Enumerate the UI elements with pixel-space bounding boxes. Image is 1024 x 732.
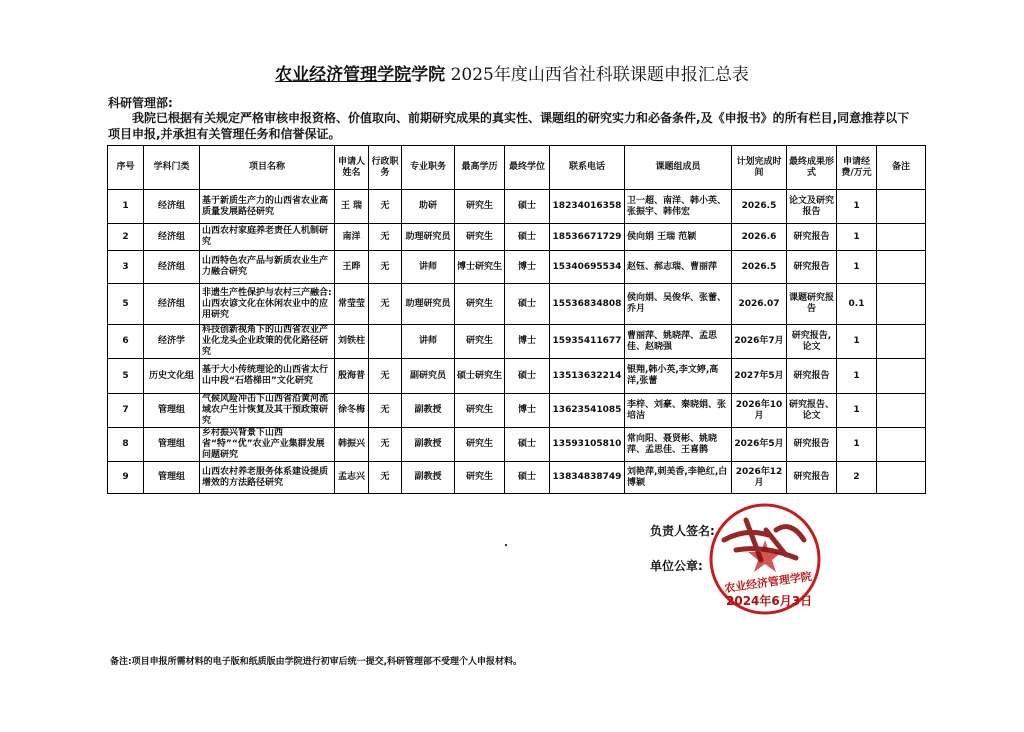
table-cell: 无 bbox=[369, 190, 402, 224]
table-cell: 经济组 bbox=[144, 284, 200, 325]
table-cell: 15340695534 bbox=[550, 251, 625, 284]
table-cell: 2026年10月 bbox=[732, 394, 787, 428]
table-row bbox=[108, 284, 926, 325]
table-cell bbox=[877, 190, 926, 224]
seal-text: 农业经济管理学院 bbox=[723, 569, 813, 596]
table-cell: 卫一超、南洋、韩小英、张振宇、韩伟宏 bbox=[625, 190, 732, 224]
table-cell: 博士 bbox=[505, 251, 550, 284]
table-cell: 赵钰、郝志瑞、曹丽萍 bbox=[625, 251, 732, 284]
column-header: 备注 bbox=[877, 146, 926, 190]
table-cell: 李梓、刘豪、秦晓娟、张培洁 bbox=[625, 394, 732, 428]
table-cell: 15935411677 bbox=[550, 325, 625, 359]
column-header: 项目名称 bbox=[200, 146, 335, 190]
column-header: 最终成果形式 bbox=[787, 146, 837, 190]
table-row bbox=[108, 190, 926, 224]
column-header: 专业职务 bbox=[402, 146, 455, 190]
table-cell bbox=[877, 284, 926, 325]
table-cell: 乡村振兴背景下山西省“特”“优”农业产业集群发展问题研究 bbox=[200, 428, 335, 462]
table-cell: 侯向娟 王瑞 范颖 bbox=[625, 224, 732, 251]
table-cell: 2026.07 bbox=[732, 284, 787, 325]
table-cell: 无 bbox=[369, 224, 402, 251]
table-cell: 助理研究员 bbox=[402, 284, 455, 325]
table-cell: 研究生 bbox=[455, 325, 505, 359]
column-header: 课题组成员 bbox=[625, 146, 732, 190]
table-cell: 刘艳萍,刺美香,李艳红,白博颖 bbox=[625, 462, 732, 494]
unit-seal-label: 单位公章: bbox=[650, 559, 703, 573]
table-cell: 1 bbox=[837, 325, 877, 359]
table-row bbox=[108, 224, 926, 251]
table-cell: 研究生 bbox=[455, 190, 505, 224]
table-cell: 经济组 bbox=[144, 251, 200, 284]
table-cell: 基于新质生产力的山西省农业高质量发展路径研究 bbox=[200, 190, 335, 224]
table-cell: 山西特色农产品与新质农业生产力融合研究 bbox=[200, 251, 335, 284]
table-cell: 研究生 bbox=[455, 462, 505, 494]
table-cell bbox=[877, 359, 926, 394]
table-cell bbox=[877, 325, 926, 359]
table-cell: 经济学 bbox=[144, 325, 200, 359]
table-cell: 管理组 bbox=[144, 394, 200, 428]
table-cell: 2026.5 bbox=[732, 251, 787, 284]
column-header: 计划完成时间 bbox=[732, 146, 787, 190]
table-cell: 气候风险冲击下山西省沿黄河流域农户生计恢复及其干预政策研究 bbox=[200, 394, 335, 428]
table-cell: 2026年12月 bbox=[732, 462, 787, 494]
column-header: 最高学历 bbox=[455, 146, 505, 190]
table-cell: 3 bbox=[108, 251, 144, 284]
table-row bbox=[108, 251, 926, 284]
table-row bbox=[108, 359, 926, 394]
table-cell bbox=[369, 325, 402, 359]
table-cell: 管理组 bbox=[144, 428, 200, 462]
table-cell bbox=[877, 224, 926, 251]
table-cell: 硕士研究生 bbox=[455, 359, 505, 394]
table-row bbox=[108, 394, 926, 428]
table-cell: 6 bbox=[108, 325, 144, 359]
table-cell: 无 bbox=[369, 359, 402, 394]
table-cell: 曹丽萍、姚晓萍、孟思佳、赵晓强 bbox=[625, 325, 732, 359]
table-cell: 助理研究员 bbox=[402, 224, 455, 251]
table-cell: 1 bbox=[837, 394, 877, 428]
table-cell: 研究报告、论文 bbox=[787, 394, 837, 428]
column-header: 学科门类 bbox=[144, 146, 200, 190]
table-cell: 副教授 bbox=[402, 394, 455, 428]
table-cell: 博士 bbox=[505, 394, 550, 428]
table-cell: 经济组 bbox=[144, 190, 200, 224]
table-cell: 研究生 bbox=[455, 284, 505, 325]
footnote: 备注:项目申报所需材料的电子版和纸质版由学院进行初审后统一提交,科研管理部不受理个人申报材料。 bbox=[110, 657, 523, 667]
table-cell bbox=[877, 462, 926, 494]
table-cell bbox=[877, 394, 926, 428]
table-cell: 侯向娟、吴俊华、张蕾、乔月 bbox=[625, 284, 732, 325]
table-cell bbox=[877, 428, 926, 462]
table-cell: 研究生 bbox=[455, 224, 505, 251]
table-cell: 18234016358 bbox=[550, 190, 625, 224]
table-cell: 孟志兴 bbox=[335, 462, 369, 494]
table-cell: 5 bbox=[108, 359, 144, 394]
table-cell: 无 bbox=[369, 428, 402, 462]
table-cell: 殷海普 bbox=[335, 359, 369, 394]
table-cell: 1 bbox=[837, 190, 877, 224]
table-cell: 2026.6 bbox=[732, 224, 787, 251]
table-cell: 研究报告 bbox=[787, 224, 837, 251]
table-cell: 非遗生产性保护与农村三产融合:山西农谚文化在休闲农业中的应用研究 bbox=[200, 284, 335, 325]
institute-name-fill: 农业经济管理学院 bbox=[275, 65, 412, 85]
table-cell: 2027年5月 bbox=[732, 359, 787, 394]
table-cell: 研究生 bbox=[455, 394, 505, 428]
table-cell: 无 bbox=[369, 251, 402, 284]
table-header-row bbox=[108, 146, 926, 190]
table-cell: 硕士 bbox=[505, 462, 550, 494]
table-cell: 1 bbox=[837, 359, 877, 394]
table-cell: 18536671729 bbox=[550, 224, 625, 251]
table-cell: 5 bbox=[108, 284, 144, 325]
table-cell: 副教授 bbox=[402, 462, 455, 494]
table-cell: 山西农村家庭养老责任人机制研究 bbox=[200, 224, 335, 251]
table-row bbox=[108, 428, 926, 462]
table-cell: 研究报告 bbox=[787, 462, 837, 494]
table-cell: 博士研究生 bbox=[455, 251, 505, 284]
table-cell: 1 bbox=[837, 428, 877, 462]
table-cell: 0.1 bbox=[837, 284, 877, 325]
table-cell: 9 bbox=[108, 462, 144, 494]
table-cell: 1 bbox=[837, 224, 877, 251]
table-cell: 经济组 bbox=[144, 224, 200, 251]
table-cell: 南洋 bbox=[335, 224, 369, 251]
table-cell: 无 bbox=[369, 462, 402, 494]
seal-date: 2024年6月3日 bbox=[726, 594, 813, 608]
table-cell: 2026.5 bbox=[732, 190, 787, 224]
table-cell: 13623541085 bbox=[550, 394, 625, 428]
column-header: 申请人姓名 bbox=[335, 146, 369, 190]
table-cell: 2 bbox=[108, 224, 144, 251]
institute-unit: 学院 bbox=[411, 65, 446, 85]
table-cell: 徐冬梅 bbox=[335, 394, 369, 428]
table-row bbox=[108, 462, 926, 494]
table-cell: 课题研究报告 bbox=[787, 284, 837, 325]
table-cell: 1 bbox=[108, 190, 144, 224]
document-title bbox=[0, 60, 1024, 85]
table-cell: 硕士 bbox=[505, 224, 550, 251]
table-cell: 讲师 bbox=[402, 325, 455, 359]
table-cell: 基于大小传统理论的山西省太行山中段“石塔梯田”文化研究 bbox=[200, 359, 335, 394]
projects-table bbox=[107, 145, 926, 494]
column-header: 行政职务 bbox=[369, 146, 402, 190]
table-cell: 硕士 bbox=[505, 359, 550, 394]
table-cell: 论文及研究报告 bbox=[787, 190, 837, 224]
table-cell: 科技创新视角下的山西省农业产业化龙头企业政策的优化路径研究 bbox=[200, 325, 335, 359]
table-cell: 管理组 bbox=[144, 462, 200, 494]
table-cell: 无 bbox=[369, 394, 402, 428]
column-header: 申请经费/万元 bbox=[837, 146, 877, 190]
table-cell: 硕士 bbox=[505, 284, 550, 325]
table-cell: 7 bbox=[108, 394, 144, 428]
table-cell: 研究报告 bbox=[787, 428, 837, 462]
table-cell: 副教授 bbox=[402, 428, 455, 462]
table-body bbox=[108, 190, 926, 494]
intro-paragraph: 我院已根据有关规定严格审核申报资格、价值取向、前期研究成果的真实性、课题组的研究实力和必备条件,及《申报书》的所有栏目,同意推荐以下项目申报,并承担有关管理任务和信誉保证。 bbox=[108, 111, 910, 141]
table-cell: 1 bbox=[837, 251, 877, 284]
table-cell: 研究报告 bbox=[787, 359, 837, 394]
table-cell: 博士 bbox=[505, 325, 550, 359]
title-text: 2025年度山西省社科联课题申报汇总表 bbox=[450, 65, 749, 85]
table-cell: 王 瑞 bbox=[335, 190, 369, 224]
scan-speck bbox=[505, 544, 507, 546]
responsible-signature-label: 负责人签名: bbox=[650, 524, 715, 538]
table-cell: 硕士 bbox=[505, 428, 550, 462]
table-cell: 讲师 bbox=[402, 251, 455, 284]
table-cell: 研究报告,论文 bbox=[787, 325, 837, 359]
table-cell: 2 bbox=[837, 462, 877, 494]
table-cell: 13513632214 bbox=[550, 359, 625, 394]
table-cell: 历史文化组 bbox=[144, 359, 200, 394]
table-cell: 常向阳、聂贤彬、姚晓萍、孟思佳、王喜鹊 bbox=[625, 428, 732, 462]
table-cell: 8 bbox=[108, 428, 144, 462]
column-header: 最终学位 bbox=[505, 146, 550, 190]
table-cell: 韩振兴 bbox=[335, 428, 369, 462]
table-cell: 研究生 bbox=[455, 428, 505, 462]
table-cell: 助研 bbox=[402, 190, 455, 224]
table-row bbox=[108, 325, 926, 359]
table-cell: 15536834808 bbox=[550, 284, 625, 325]
table-cell: 王晔 bbox=[335, 251, 369, 284]
table-cell: 2026年7月 bbox=[732, 325, 787, 359]
table-cell: 研究报告 bbox=[787, 251, 837, 284]
column-header: 联系电话 bbox=[550, 146, 625, 190]
table-cell: 刘铁柱 bbox=[335, 325, 369, 359]
table-cell: 13593105810 bbox=[550, 428, 625, 462]
table-cell bbox=[877, 251, 926, 284]
table-cell: 13834838749 bbox=[550, 462, 625, 494]
table-cell: 银翔,韩小英,李文婷,高洋,张蕾 bbox=[625, 359, 732, 394]
table-cell: 山西农村养老服务体系建设提质增效的方法路径研究 bbox=[200, 462, 335, 494]
table-cell: 硕士 bbox=[505, 190, 550, 224]
table-cell: 无 bbox=[369, 284, 402, 325]
column-header: 序号 bbox=[108, 146, 144, 190]
table-cell: 常莹莹 bbox=[335, 284, 369, 325]
addressee: 科研管理部: bbox=[108, 96, 173, 110]
table-cell: 2026年5月 bbox=[732, 428, 787, 462]
table-cell: 副研究员 bbox=[402, 359, 455, 394]
